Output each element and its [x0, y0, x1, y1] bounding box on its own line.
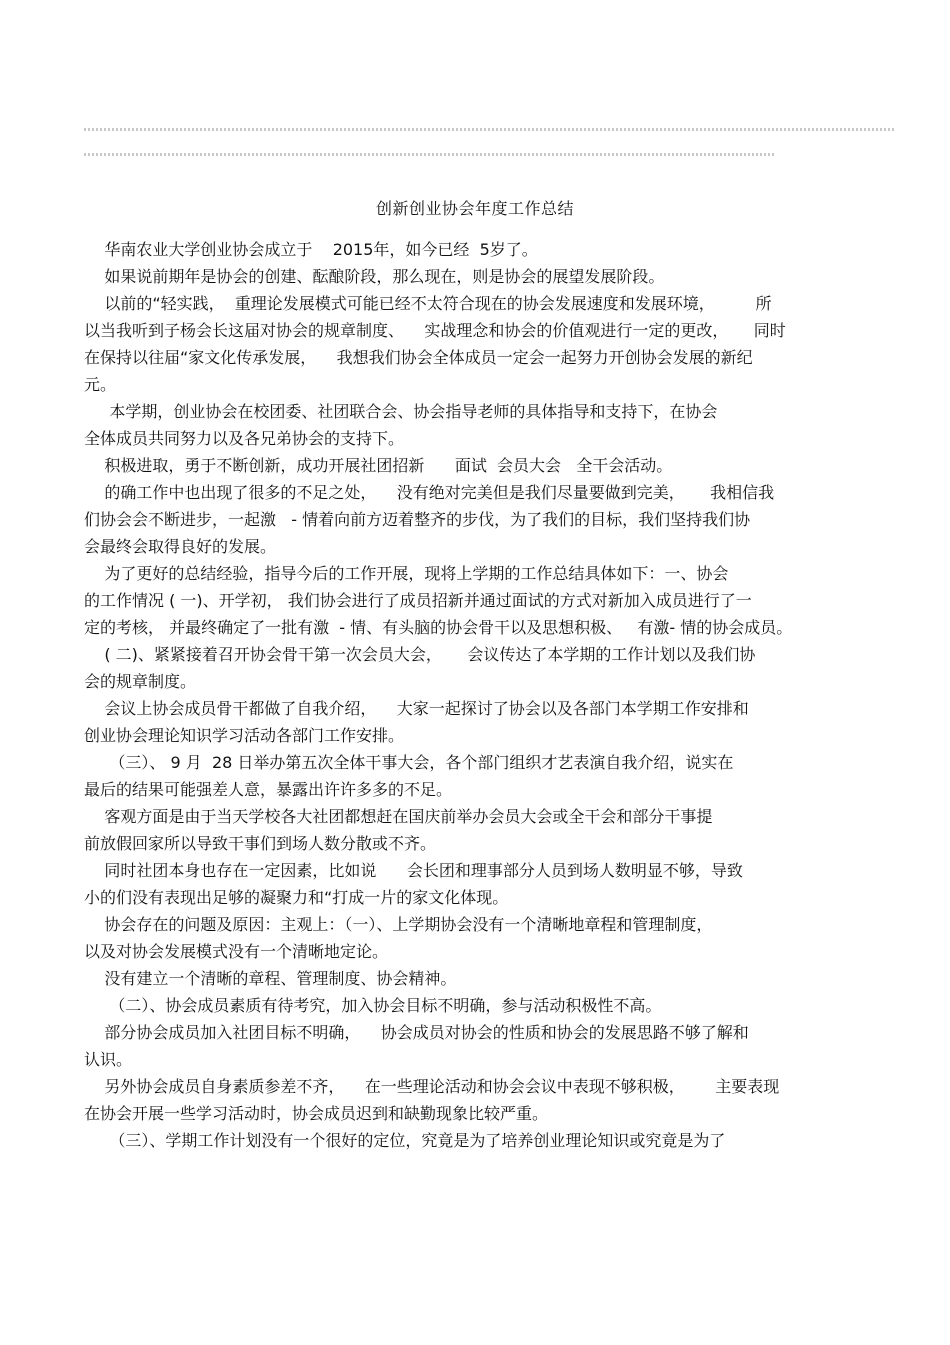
document-title: 创新创业协会年度工作总结 [375, 199, 574, 218]
text-line: 以当我听到子杨会长这届对协会的规章制度、 实战理念和协会的价值观进行一定的更改， 同时 [84, 321, 786, 340]
text-line: （三）、学期工作计划没有一个很好的定位，究竟是为了培养创业理论知识或究竟是为了 [84, 1131, 726, 1150]
text-line: 没有建立一个清晰的章程、管理制度、协会精神。 [84, 969, 457, 988]
text-line: 的工作情况 ( 一)、开学初， 我们协会进行了成员招新并通过面试的方式对新加入成员进行了一 [84, 591, 752, 610]
text-line: 以前的“轻实践， 重理论发展模式可能已经不太符合现在的协会发展速度和发展环境， 所 [84, 294, 772, 313]
text-line: 的确工作中也出现了很多的不足之处， 没有绝对完美但是我们尽量要做到完美， 我相信我 [84, 483, 775, 502]
text-line: （三）、 9 月 28 日举办第五次全体干事大会，各个部门组织才艺表演自我介绍，说实在 [84, 753, 734, 772]
text-line: 认识。 [84, 1050, 133, 1069]
text-line: 在保持以往届“家文化传承发展， 我想我们协会全体成员一定会一起努力开创协会发展的新纪 [84, 348, 753, 367]
text-line: 定的考核， 并最终确定了一批有激 - 情、有头脑的协会骨干以及思想积极、 有激- 情的协会成员。 [84, 618, 793, 637]
text-line: 如果说前期年是协会的创建、酝酿阶段，那么现在，则是协会的展望发展阶段。 [84, 267, 665, 286]
text-line: 元。 [84, 375, 117, 394]
text-line: ( 二)、紧紧接着召开协会骨干第一次会员大会， 会议传达了本学期的工作计划以及我们协 [84, 645, 756, 664]
text-line: 以及对协会发展模式没有一个清晰地定论。 [84, 942, 389, 961]
text-line: 另外协会成员自身素质参差不齐， 在一些理论活动和协会会议中表现不够积极， 主要表现 [84, 1077, 780, 1096]
text-line: 协会存在的问题及原因：主观上：（一）、上学期协会没有一个清晰地章程和管理制度， [84, 915, 713, 934]
text-line: 为了更好的总结经验，指导今后的工作开展，现将上学期的工作总结具体如下：一、协会 [84, 564, 729, 583]
text-line: 小的们没有表现出足够的凝聚力和“打成一片的家文化体现。 [84, 888, 509, 907]
text-line: 创业协会理论知识学习活动各部门工作安排。 [84, 726, 405, 745]
text-line: 在协会开展一些学习活动时，协会成员迟到和缺勤现象比较严重。 [84, 1104, 549, 1123]
text-line: 部分协会成员加入社团目标不明确， 协会成员对协会的性质和协会的发展思路不够了解和 [84, 1023, 749, 1042]
text-line: 积极进取，勇于不断创新，成功开展社团招新 面试 会员大会 全干会活动。 [84, 456, 673, 475]
text-line: 们协会会不断进步，一起激 - 情着向前方迈着整齐的步伐，为了我们的目标，我们坚持我们协 [84, 510, 751, 529]
text-line: 会的规章制度。 [84, 672, 197, 691]
text-line: 前放假回家所以导致干事们到场人数分散或不齐。 [84, 834, 437, 853]
text-line: 同时社团本身也存在一定因素，比如说 会长团和理事部分人员到场人数明显不够，导致 [84, 861, 743, 880]
header-dotted-rule [84, 128, 894, 131]
text-line: 本学期，创业协会在校团委、社团联合会、协会指导老师的具体指导和支持下，在协会 [84, 402, 718, 421]
text-line: 全体成员共同努力以及各兄弟协会的支持下。 [84, 429, 405, 448]
text-line: 会议上协会成员骨干都做了自我介绍， 大家一起探讨了协会以及各部门本学期工作安排和 [84, 699, 749, 718]
text-line: （二）、协会成员素质有待考究，加入协会目标不明确，参与活动积极性不高。 [84, 996, 662, 1015]
text-line: 华南农业大学创业协会成立于 2015年，如今已经 5岁了。 [84, 240, 538, 259]
text-line: 会最终会取得良好的发展。 [84, 537, 277, 556]
header-dotted-rule [84, 153, 776, 156]
text-line: 客观方面是由于当天学校各大社团都想赶在国庆前举办会员大会或全干会和部分干事提 [84, 807, 713, 826]
document-body [84, 236, 864, 1154]
text-line: 最后的结果可能强差人意，暴露出许许多多的不足。 [84, 780, 453, 799]
